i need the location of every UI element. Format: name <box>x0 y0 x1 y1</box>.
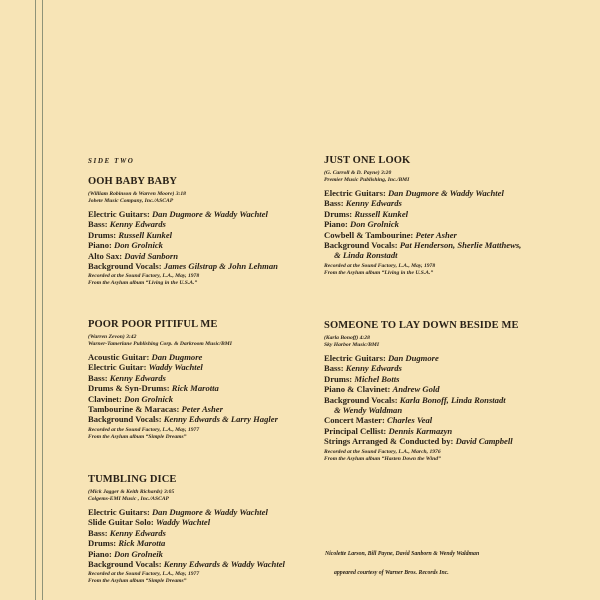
courtesy-line-2: appeared courtesy of Warner Bros. Records Inc. <box>334 570 449 576</box>
song-publisher: Colgems-EMI Music , Inc./ASCAP <box>88 496 169 502</box>
credit-role: Electric Guitars: <box>324 188 386 198</box>
credit-line <box>324 353 559 363</box>
credit-role: Piano: <box>324 219 348 230</box>
credit-line <box>324 209 559 219</box>
recording-notes <box>324 263 559 277</box>
song-title: JUST ONE LOOK <box>324 155 411 166</box>
credit-role: Bass: <box>88 372 108 383</box>
song-meta <box>324 335 559 349</box>
credit-line <box>88 261 323 271</box>
credit-role: Background Vocals: <box>88 559 162 570</box>
credit-line <box>88 383 323 393</box>
credit-role: Cowbell & Tambourine: <box>324 229 414 240</box>
side-label: SIDE TWO <box>88 157 135 165</box>
credit-names: Don Grolnick <box>124 393 174 404</box>
song-publisher: Warner-Tamerlane Publishing Corp. & Darkroom Music/BMI <box>88 341 232 347</box>
credit-names: Dan Dugmore & Waddy Wachtel <box>151 209 268 219</box>
credit-role: Slide Guitar Solo: <box>88 517 154 528</box>
credit-names: Kenny Edwards <box>109 219 166 230</box>
credit-line <box>324 405 559 415</box>
credit-names: James Gilstrap & John Lehman <box>163 261 278 272</box>
credit-line <box>324 363 559 373</box>
credit-line <box>88 549 323 559</box>
credit-line <box>324 198 559 208</box>
credit-role: Background Vocals: <box>324 394 398 405</box>
song-poor-poor-pitiful-me <box>88 319 323 441</box>
credit-names: Kenny Edwards & Larry Hagler <box>163 414 278 425</box>
credit-names: Kenny Edwards <box>109 372 166 383</box>
credit-names: Don Grolnick <box>350 219 399 230</box>
credit-names: Russell Kunkel <box>118 229 173 240</box>
credit-names: Dan Dugmore & Waddy Wachtel <box>387 188 504 198</box>
recording-notes <box>88 273 323 287</box>
credit-names: Peter Asher <box>181 404 223 415</box>
song-publisher: Premier Music Publishing, Inc./BMI <box>324 177 410 183</box>
song-meta <box>324 170 559 184</box>
credit-role: Electric Guitar: <box>88 362 147 373</box>
credit-line <box>88 373 323 383</box>
courtesy-line-1: Nicolette Larson, Bill Payne, David Sanborn & Wendy Waldman <box>325 551 480 557</box>
credit-role: Bass: <box>324 363 344 374</box>
recording-note: Recorded at the Sound Factory, L.A., May, 1977 <box>88 571 200 578</box>
song-title: POOR POOR PITIFUL ME <box>88 319 218 330</box>
credit-line <box>88 240 323 250</box>
credit-role: Principal Cellist: <box>324 425 387 436</box>
song-meta <box>88 334 323 348</box>
song-meta <box>88 191 323 205</box>
credit-names: David Sanborn <box>124 250 179 261</box>
credit-names: & Wendy Waldman <box>334 405 403 416</box>
song-writers: (Warren Zevon) 3:42 <box>88 334 137 340</box>
border-line-right <box>42 0 43 600</box>
song-meta <box>88 489 323 503</box>
recording-note: From the Asylum album “Living in the U.S.A.” <box>324 269 434 276</box>
song-title: OOH BABY BABY <box>88 176 178 187</box>
credit-line <box>88 414 323 424</box>
credit-role: Acoustic Guitar: <box>88 352 150 362</box>
credit-names: Dan Dugmore <box>151 352 203 362</box>
credit-names: Don Grolnick <box>114 240 163 251</box>
credit-names: Kenny Edwards & Waddy Wachtel <box>163 559 285 570</box>
credit-line <box>88 251 323 261</box>
song-ooh-baby-baby <box>88 176 323 287</box>
credit-names: Dennis Karmazyn <box>388 425 453 436</box>
song-title: TUMBLING DICE <box>88 474 177 485</box>
credit-line <box>88 230 323 240</box>
recording-note: From the Asylum album “Hasten Down the Wind” <box>324 455 441 462</box>
song-writers: (Mick Jagger & Keith Richards) 3:05 <box>88 489 175 495</box>
credit-names: Kenny Edwards <box>345 363 402 374</box>
credit-line <box>324 384 559 394</box>
credit-line <box>324 426 559 436</box>
credit-role: Drums: <box>88 229 117 240</box>
credit-role: Background Vocals: <box>88 261 162 272</box>
credit-names: Rick Marotta <box>171 383 219 394</box>
credit-line <box>88 559 323 569</box>
credit-role: Piano: <box>88 548 112 559</box>
credit-line <box>324 374 559 384</box>
credit-line <box>324 436 559 446</box>
credit-line <box>88 362 323 372</box>
credit-names: Andrew Gold <box>392 384 440 395</box>
credit-line <box>88 404 323 414</box>
credit-role: Drums & Syn-Drums: <box>88 383 170 394</box>
song-writers: (William Robinson & Warren Moore) 3:18 <box>88 191 186 197</box>
recording-note: Recorded at the Sound Factory, L.A., May, 1977 <box>88 426 200 433</box>
song-writers: (G. Carroll & D. Payne) 3:20 <box>324 170 392 176</box>
song-title: SOMEONE TO LAY DOWN BESIDE ME <box>324 320 519 331</box>
recording-note: Recorded at the Sound Factory, L.A., May, 1978 <box>88 273 200 280</box>
credit-line <box>324 250 559 260</box>
border-line-left <box>35 0 36 600</box>
credit-line <box>324 219 559 229</box>
credit-names: David Campbell <box>455 436 513 447</box>
credit-role: Electric Guitars: <box>88 209 150 219</box>
credit-role: Strings Arranged & Conducted by: <box>324 436 454 447</box>
credit-names: Karla Bonoff, Linda Ronstadt <box>399 394 506 405</box>
credit-names: Waddy Wachtel <box>155 517 211 528</box>
credit-line <box>88 394 323 404</box>
recording-note: From the Asylum album “Simple Dreams” <box>88 578 187 585</box>
credit-role: Background Vocals: <box>324 240 398 251</box>
recording-notes <box>88 571 323 585</box>
credit-role: Concert Master: <box>324 415 385 426</box>
credit-line <box>88 352 323 362</box>
credit-line <box>324 395 559 405</box>
song-just-one-look <box>324 155 559 277</box>
credit-names: Don Grolneik <box>114 548 163 559</box>
credit-role: Electric Guitars: <box>88 507 150 517</box>
credit-role: Bass: <box>88 527 108 538</box>
credit-role: Clavinet: <box>88 393 122 404</box>
credit-role: Piano & Clavinet: <box>324 384 391 395</box>
credit-role: Drums: <box>324 208 353 219</box>
recording-note: Recorded at the Sound Factory, L.A., March, 1976 <box>324 448 441 455</box>
recording-note: From the Asylum album “Living in the U.S.A.” <box>88 280 198 287</box>
song-publisher: Jobete Music Company, Inc./ASCAP <box>88 198 174 204</box>
credit-names: Charles Veal <box>387 415 433 426</box>
credit-names: Rick Marotta <box>118 538 166 549</box>
credit-line <box>88 538 323 548</box>
credit-line <box>324 415 559 425</box>
song-publisher: Sky Harbor Music/BMI <box>324 342 380 348</box>
credit-names: Dan Dugmore <box>387 353 439 363</box>
recording-notes <box>88 427 323 441</box>
recording-note: Recorded at the Sound Factory, L.A., May, 1978 <box>324 262 436 269</box>
credit-names: Michel Botts <box>354 373 400 384</box>
credit-role: Drums: <box>88 538 117 549</box>
credit-names: Russell Kunkel <box>354 208 409 219</box>
credit-role: Tambourine & Maracas: <box>88 404 180 415</box>
song-someone-to-lay-down-beside-me <box>324 320 559 463</box>
credit-role: Drums: <box>324 373 353 384</box>
credit-role: Bass: <box>88 219 108 230</box>
credit-role: Piano: <box>88 240 112 251</box>
credit-names: Peter Asher <box>415 229 457 240</box>
song-writers: (Karla Bonoff) 4:28 <box>324 335 370 341</box>
credit-role: Alto Sax: <box>88 250 123 261</box>
credit-line <box>88 209 323 219</box>
credit-line <box>324 240 559 250</box>
credit-names: Kenny Edwards <box>345 198 402 209</box>
credit-names: Dan Dugmore & Waddy Wachtel <box>151 507 268 517</box>
credit-role: Background Vocals: <box>88 414 162 425</box>
credit-role: Electric Guitars: <box>324 353 386 363</box>
credit-line <box>88 517 323 527</box>
recording-note: From the Asylum album “Simple Dreams” <box>88 433 187 440</box>
credit-names: Kenny Edwards <box>109 527 166 538</box>
recording-notes <box>324 449 559 463</box>
credit-line <box>88 219 323 229</box>
credit-line <box>324 188 559 198</box>
song-tumbling-dice <box>88 474 323 585</box>
credit-names: & Linda Ronstadt <box>334 250 398 261</box>
credit-line <box>324 230 559 240</box>
credit-line <box>88 528 323 538</box>
credit-line <box>88 507 323 517</box>
credit-role: Bass: <box>324 198 344 209</box>
credit-names: Pat Henderson, Sherlie Matthews, <box>399 240 522 251</box>
credit-names: Waddy Wachtel <box>148 362 203 373</box>
